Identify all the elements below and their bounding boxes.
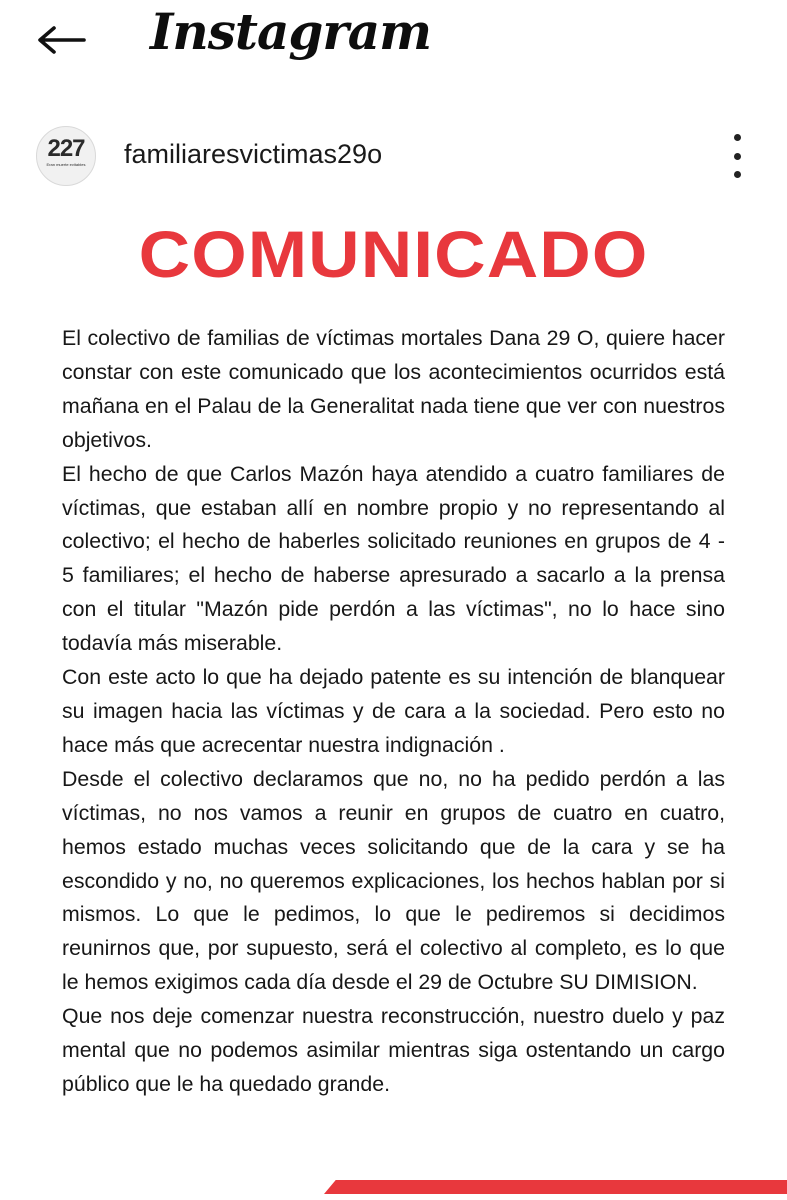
top-bar bbox=[0, 0, 787, 80]
body-paragraph: El hecho de que Carlos Mazón haya atendido a cuatro familiares de víctimas, que estaban allí en nombre propio y no representando al colectivo; el hecho de haberles solicitado reuniones en grupos de 4 - 5 familiares; el hecho de haberse apresurado a sacarlo a la prensa con el titular "Mazón pide perdón a las víctimas", no lo hace sino todavía más miserable. bbox=[62, 461, 725, 656]
body-paragraph: Desde el colectivo declaramos que no, no ha pedido perdón a las víctimas, no nos vamos a reunir en grupos de cuatro en cuatro, hemos estado muchas veces solicitando que de la cara y se ha escondido y no, no queremos explicaciones, los hechos hablan por si mismos. Lo que le pedimos, lo que le pediremos si decidimos reunirnos que, por supuesto, será el colectivo al completo, es lo que le hemos exigimos cada día desde el 29 de Octubre SU DIMISION. bbox=[62, 766, 725, 995]
more-vertical-icon bbox=[734, 171, 741, 178]
body-paragraph: Con este acto lo que ha dejado patente es su intención de blanquear su imagen hacia las víctimas y de cara a la sociedad. Pero esto no hace más que acrecentar nuestra indignación . bbox=[62, 665, 725, 757]
post-headline: COMUNICADO bbox=[138, 217, 649, 291]
username-link[interactable]: familiaresvictimas29o bbox=[124, 139, 383, 169]
post-header bbox=[0, 118, 787, 190]
avatar[interactable] bbox=[36, 126, 96, 186]
decorative-accent-bar bbox=[324, 1180, 787, 1194]
arrow-left-icon bbox=[36, 25, 86, 55]
back-button[interactable] bbox=[34, 18, 88, 62]
app-title: Instagram bbox=[150, 2, 431, 61]
body-paragraph: Que nos deje comenzar nuestra reconstrucción, nuestro duelo y paz mental que no podemos asimilar mientras siga ostentando un cargo público que le ha quedado grande. bbox=[62, 1004, 725, 1096]
avatar-number: 227 bbox=[47, 135, 85, 162]
avatar-caption: Eran muerte evitables bbox=[46, 162, 86, 167]
more-vertical-icon bbox=[734, 134, 741, 141]
body-paragraph: El colectivo de familias de víctimas mortales Dana 29 O, quiere hacer constar con este comunicado que los acontecimientos ocurridos está mañana en el Palau de la Generalitat nada tiene que ver con nuestros objetivos. bbox=[62, 326, 725, 452]
more-options-button[interactable] bbox=[722, 134, 752, 178]
more-vertical-icon bbox=[734, 153, 741, 160]
post-body bbox=[62, 322, 725, 1102]
